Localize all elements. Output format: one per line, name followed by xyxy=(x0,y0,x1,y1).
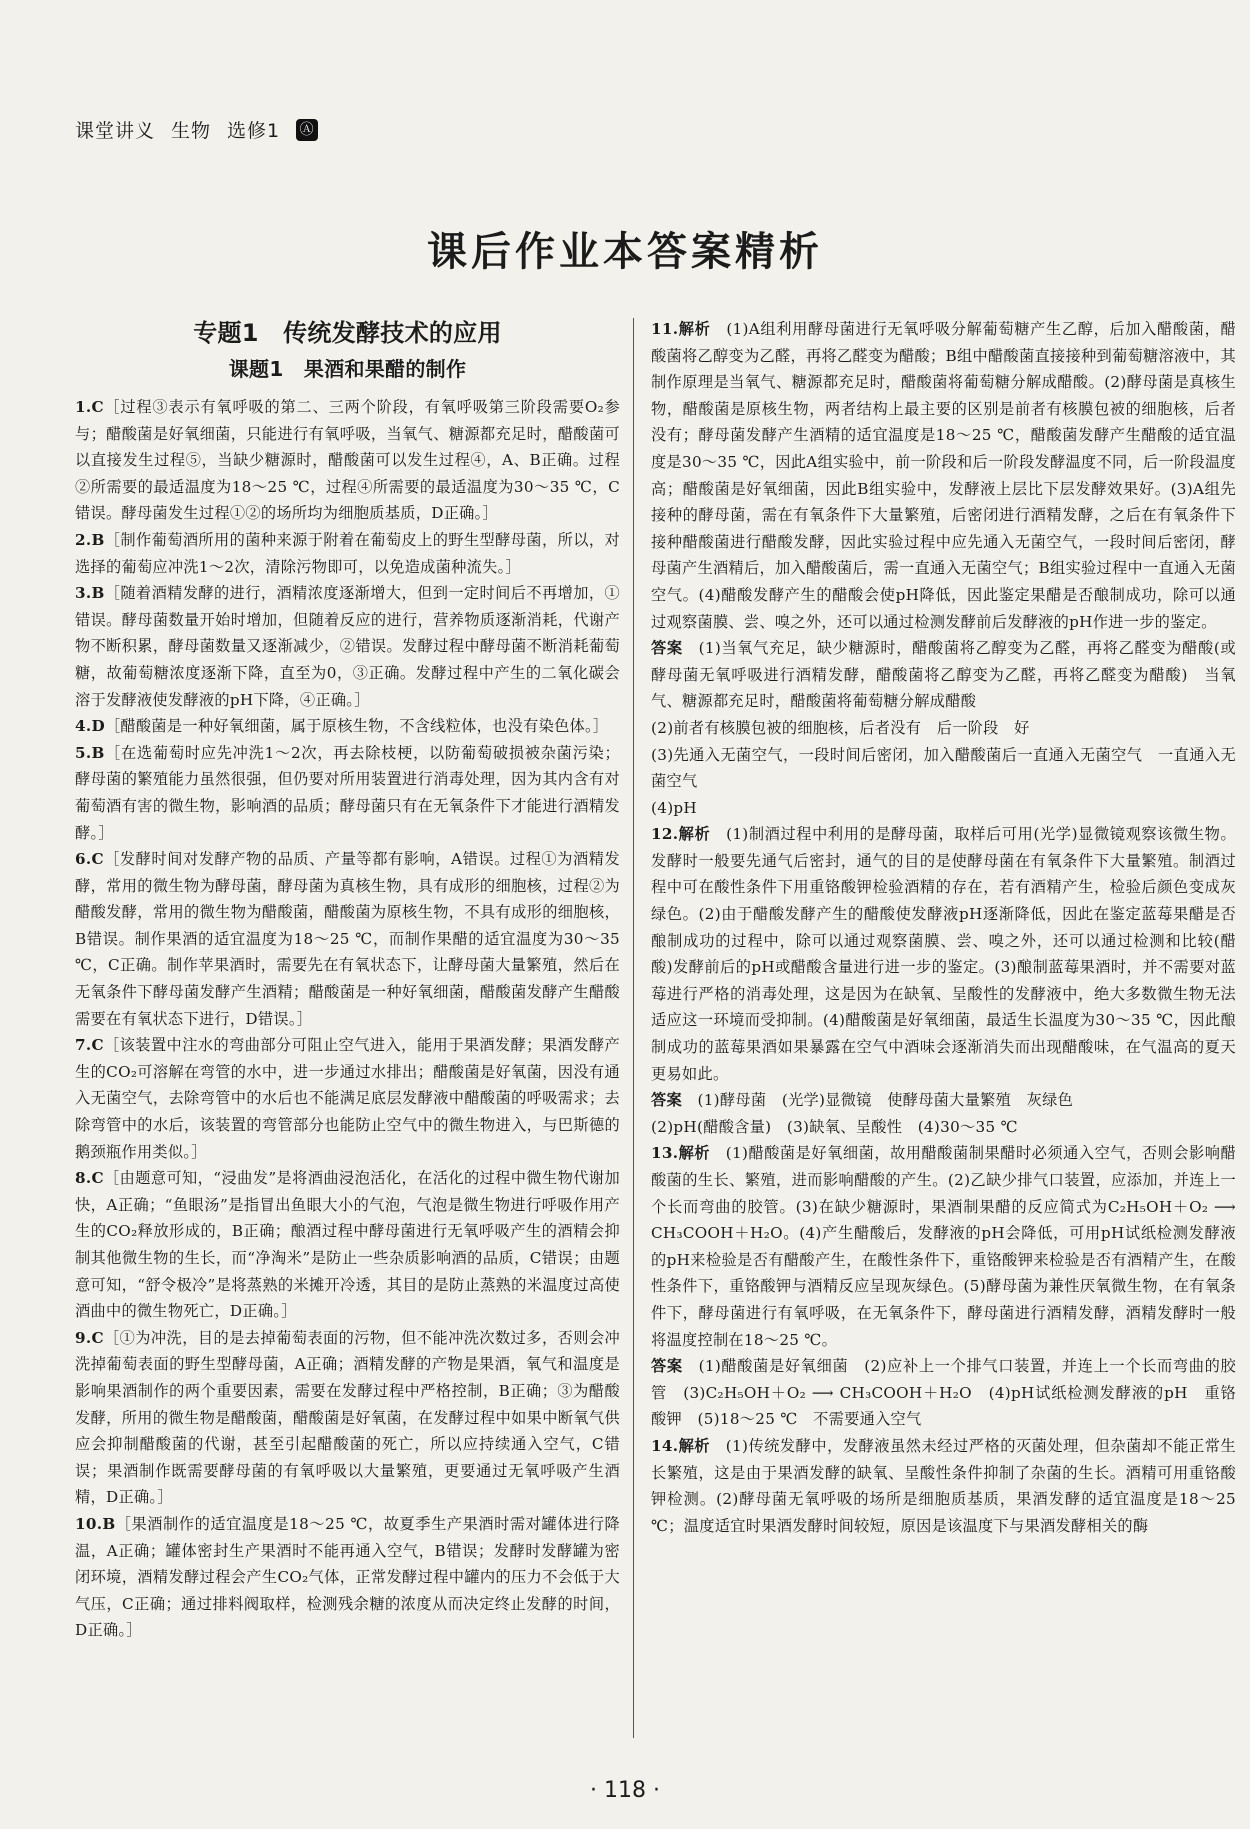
right-column xyxy=(651,316,1236,1539)
answer-item xyxy=(75,580,620,713)
analysis-text: (1)A组利用酵母菌进行无氧呼吸分解葡萄糖产生乙醇，后加入醋酸菌，醋酸菌将乙醇变为乙醛，再将乙醛变为醋酸；B组中醋酸菌直接接种到葡萄糖溶液中，其制作原理是当氧气、糖源都充足时，醋酸菌将葡萄糖分解成醋酸。(2)酵母菌是真核生物，醋酸菌是原核生物，两者结构上最主要的区别是前者有核膜包被的细胞核，后者没有；酵母菌发酵产生酒精的适宜温度是18～25 ℃，醋酸菌发酵产生醋酸的适宜温度是30～35 ℃，因此A组实验中，前一阶段和后一阶段发酵温度不同，后一阶段温度高；醋酸菌是好氧细菌，因此B组实验中，发酵液上层比下层发酵效果好。(3)A组先接种的酵母菌，需在有氧条件下大量繁殖，后密闭进行酒精发酵，之后在有氧条件下接种醋酸菌进行醋酸发酵，因此实验过程中应先通入无菌空气，一段时间后密闭，酵母菌产生酒精后，加入醋酸菌后，需一直通入无菌空气；B组实验过程中一直通入无菌空气。(4)醋酸发酵产生的醋酸会使pH降低，因此鉴定果醋是否酿制成功，除可以通过观察菌膜、尝、嗅之外，还可以通过检测发酵前后发酵液的pH作进一步的鉴定。 xyxy=(651,320,1236,631)
answer-block xyxy=(651,1087,1236,1114)
answer-label: 答案 xyxy=(651,1091,682,1110)
answer-number: 8.C xyxy=(75,1169,104,1188)
answer-number: 7.C xyxy=(75,1036,104,1055)
analysis-text: (1)制酒过程中利用的是酵母菌，取样后可用(光学)显微镜观察该微生物。发酵时一般要先通气后密封，通气的目的是使酵母菌在有氧条件下大量繁殖。制酒过程中可在酸性条件下用重铬酸钾检验酒精的存在，若有酒精产生，检验后颜色变成灰绿色。(2)由于醋酸发酵产生的醋酸使发酵液pH逐渐降低，因此在鉴定蓝莓果醋是否酿制成功的过程中，除可以通过观察菌膜、尝、嗅之外，还可以通过检测和比较(醋酸)发酵前后的pH或醋酸含量进行进一步的鉴定。(3)酿制蓝莓果酒时，并不需要对蓝莓进行严格的消毒处理，这是因为在缺氧、呈酸性的发酵液中，绝大多数微生物无法适应这一环境而受抑制。(4)醋酸菌是好氧细菌，最适生长温度为30～35 ℃，因此酿制成功的蓝莓果酒如果暴露在空气中酒味会逐渐消失而出现醋酸味，在气温高的夏天更易如此。 xyxy=(651,825,1236,1083)
answer-text: (1)当氧气充足，缺少糖源时，醋酸菌将乙醇变为乙醛，再将乙醛变为醋酸(或酵母菌无氧呼吸进行酒精发酵，醋酸菌将乙醇变为乙醛，再将乙醛变为醋酸) 当氧气、糖源都充足时，醋酸菌将葡萄糖分解成醋酸 xyxy=(651,639,1236,711)
left-answer-list xyxy=(75,394,620,1644)
page-header xyxy=(75,116,318,143)
answer-item xyxy=(75,713,620,740)
answer-text: ［随着酒精发酵的进行，酒精浓度逐渐增大，但到一定时间后不再增加，①错误。酵母菌数量开始时增加，但随着反应的进行，营养物质逐渐消耗，代谢产物不断积累，酵母菌数量又逐渐减少，②错误。发酵过程中酵母菌不断消耗葡萄糖，故葡萄糖浓度逐渐下降，直至为0，③正确。发酵过程中产生的二氧化碳会溶于发酵液使发酵液的pH下降，④正确。］ xyxy=(75,584,620,709)
analysis-label: 解析 xyxy=(678,1144,711,1163)
topic-heading: 专题1 传统发酵技术的应用 xyxy=(193,319,502,347)
answer-text: (4)pH xyxy=(651,798,697,817)
column-divider xyxy=(633,318,634,1738)
answer-number: 3.B xyxy=(75,584,105,603)
answer-continuation xyxy=(651,742,1236,795)
page-number: · 118 · xyxy=(590,1778,660,1803)
answer-text: ［该装置中注水的弯曲部分可阻止空气进入，能用于果酒发酵；果酒发酵产生的CO₂可溶解在弯管的水中，进一步通过水排出；醋酸菌是好氧菌，因没有通入无菌空气，去除弯管中的水后也不能满足底层发酵液中醋酸菌的呼吸需求；去除弯管中的水后，该装置的弯管部分也能防止空气中的微生物进入，与巴斯德的鹅颈瓶作用类似。］ xyxy=(75,1036,620,1161)
answer-number: 4.D xyxy=(75,717,105,736)
analysis-text: (1)传统发酵中，发酵液虽然未经过严格的灭菌处理，但杂菌却不能正常生长繁殖，这是由于果酒发酵的缺氧、呈酸性条件抑制了杂菌的生长。酒精可用重铬酸钾检测。(2)酵母菌无氧呼吸的场所是细胞质基质，果酒发酵的适宜温度是18～25 ℃；温度适宜时果酒发酵时间较短，原因是该温度下与果酒发酵相关的酶 xyxy=(651,1436,1236,1535)
answer-item xyxy=(75,1165,620,1325)
answer-text: (3)先通入无菌空气，一段时间后密闭，加入醋酸菌后一直通入无菌空气 一直通入无菌空气 xyxy=(651,745,1236,791)
answer-text: (2)pH(醋酸含量) (3)缺氧、呈酸性 (4)30～35 ℃ xyxy=(651,1117,1018,1136)
answer-item xyxy=(75,1032,620,1165)
answer-text: (1)酵母菌 (光学)显微镜 使酵母菌大量繁殖 灰绿色 xyxy=(697,1091,1074,1110)
analysis-label: 解析 xyxy=(678,1436,711,1455)
volume-name: 选修1 xyxy=(227,120,281,142)
analysis-item xyxy=(651,1140,1236,1353)
answer-text: (1)醋酸菌是好氧细菌 (2)应补上一个排气口装置，并连上一个长而弯曲的胶管 (3)C₂H₅OH＋O₂ ⟶ CH₃COOH＋H₂O (4)pH试纸检测发酵液的pH 重铬酸钾 (5)18～25 ℃ 不需要通入空气 xyxy=(651,1357,1236,1429)
answer-text: ［在选葡萄时应先冲洗1～2次，再去除枝梗，以防葡萄破损被杂菌污染；酵母菌的繁殖能力虽然很强，但仍要对所用装置进行消毒处理，因为其内含有对葡萄酒有害的微生物，影响酒的品质；酵母菌只有在无氧条件下才能进行酒精发酵。］ xyxy=(75,743,620,842)
answer-item xyxy=(75,1325,620,1511)
analysis-item xyxy=(651,316,1236,635)
subject-name: 生物 xyxy=(171,120,212,142)
answer-continuation xyxy=(651,1114,1236,1141)
answer-continuation xyxy=(651,795,1236,822)
answer-number: 2.B xyxy=(75,530,105,549)
answer-number: 9.C xyxy=(75,1328,104,1347)
answer-number: 1.C xyxy=(75,398,104,416)
analysis-item xyxy=(651,821,1236,1087)
right-answer-list xyxy=(651,316,1236,1539)
answer-label: 答案 xyxy=(651,1357,683,1376)
answer-block xyxy=(651,1353,1236,1433)
answer-number: 6.C xyxy=(75,850,104,869)
answer-text: ［制作葡萄酒所用的菌种来源于附着在葡萄皮上的野生型酵母菌，所以，对选择的葡萄应冲洗1～2次，清除污物即可，以免造成菌种流失。］ xyxy=(75,530,620,576)
answer-text: ［①为冲洗，目的是去掉葡萄表面的污物，但不能冲洗次数过多，否则会冲洗掉葡萄表面的野生型酵母菌，A正确；酒精发酵的产物是果酒，氧气和温度是影响果酒制作的两个重要因素，需要在发酵过程中严格控制，B正确；③为醋酸发酵，所用的微生物是醋酸菌，醋酸菌是好氧菌，在发酵过程中如果中断氧气供应会抑制醋酸菌的代谢，甚至引起醋酸菌的死亡，所以应持续通入空气，C错误；果酒制作既需要酵母菌的有氧呼吸以大量繁殖，更要通过无氧呼吸产生酒精，D正确。］ xyxy=(75,1328,620,1507)
analysis-number: 12. xyxy=(651,825,679,844)
answer-item xyxy=(75,740,620,846)
page-title: 课后作业本答案精析 xyxy=(427,229,823,275)
analysis-number: 11. xyxy=(651,320,679,338)
analysis-text: (1)醋酸菌是好氧细菌，故用醋酸菌制果醋时必须通入空气，否则会影响醋酸菌的生长、繁殖，进而影响醋酸的产生。(2)乙缺少排气口装置，应添加，并连上一个长而弯曲的胶管。(3)在缺少糖源时，果酒制果醋的反应简式为C₂H₅OH＋O₂ ⟶ CH₃COOH＋H₂O。(4)产生醋酸后，发酵液的pH会降低，可用pH试纸检测发酵液的pH来检验是否有醋酸产生，在酸性条件下，重铬酸钾来检验是否有酒精产生，在酸性条件下，重铬酸钾与酒精反应呈现灰绿色。(5)酵母菌为兼性厌氧微生物，在有氧条件下，酵母菌进行有氧呼吸，在无氧条件下，酵母菌进行酒精发酵，酒精发酵时一般将温度控制在18～25 ℃。 xyxy=(651,1144,1236,1349)
analysis-number: 13. xyxy=(651,1144,679,1163)
answer-block xyxy=(651,635,1236,715)
left-column xyxy=(75,316,620,1644)
lesson-heading: 课题1 果酒和果醋的制作 xyxy=(228,357,467,381)
book-name: 课堂讲义 xyxy=(75,120,156,142)
analysis-item xyxy=(651,1433,1236,1539)
answer-text: ［果酒制作的适宜温度是18～25 ℃，故夏季生产果酒时需对罐体进行降温，A正确；罐体密封生产果酒时不能再通入空气，B错误；发酵时发酵罐为密闭环境，酒精发酵过程会产生CO₂气体，正常发酵过程中罐内的压力不会低于大气压，C正确；通过排料阀取样，检测残余糖的浓度从而决定终止发酵的时间，D正确。］ xyxy=(75,1514,620,1640)
answer-text: ［醋酸菌是一种好氧细菌，属于原核生物，不含线粒体，也没有染色体。］ xyxy=(104,717,609,736)
analysis-number: 14. xyxy=(651,1436,679,1455)
analysis-label: 解析 xyxy=(678,320,711,338)
answer-item xyxy=(75,394,620,527)
answer-item xyxy=(75,1511,620,1644)
answer-item xyxy=(75,846,620,1032)
answer-text: ［由题意可知，“浸曲发”是将酒曲浸泡活化，在活化的过程中微生物代谢加快，A正确；“鱼眼汤”是指冒出鱼眼大小的气泡，气泡是微生物进行呼吸作用产生的CO₂释放形成的，B正确；酿酒过程中酵母菌进行无氧呼吸产生的酒精会抑制其他微生物的生长，而“净淘米”是防止一些杂质影响酒的品质，C错误；由题意可知，“舒令极冷”是将蒸熟的米摊开冷透，其目的是防止蒸熟的米温度过高使酒曲中的微生物死亡，D正确。］ xyxy=(75,1169,620,1321)
answer-item xyxy=(75,527,620,580)
answer-number: 5.B xyxy=(75,743,105,762)
analysis-label: 解析 xyxy=(678,825,711,844)
answer-label: 答案 xyxy=(651,639,683,658)
answer-number: 10.B xyxy=(75,1514,116,1533)
answer-text: ［过程③表示有氧呼吸的第二、三两个阶段，有氧呼吸第三阶段需要O₂参与；醋酸菌是好氧细菌，只能进行有氧呼吸，当氧气、糖源都充足时，醋酸菌可以直接发生过程⑤，当缺少糖源时，醋酸菌可以发生过程④，A、B正确。过程②所需要的最适温度为18～25 ℃，过程④所需要的最适温度为30～35 ℃，C错误。酵母菌发生过程①②的场所均为细胞质基质，D正确。］ xyxy=(75,398,620,523)
answer-continuation xyxy=(651,715,1236,742)
edition-badge-icon: Ⓐ xyxy=(296,119,318,141)
answer-text: (2)前者有核膜包被的细胞核，后者没有 后一阶段 好 xyxy=(651,718,1030,737)
answer-text: ［发酵时间对发酵产物的品质、产量等都有影响，A错误。过程①为酒精发酵，常用的微生物为酵母菌，酵母菌为真核生物，具有成形的细胞核，过程②为醋酸发酵，常用的微生物为醋酸菌，醋酸菌为原核生物，不具有成形的细胞核，B错误。制作果酒的适宜温度为18～25 ℃，而制作果醋的适宜温度为30～35 ℃，C正确。制作苹果酒时，需要先在有氧状态下，让酵母菌大量繁殖，然后在无氧条件下酵母菌发酵产生酒精；醋酸菌是一种好氧细菌，醋酸菌发酵产生醋酸需要在有氧状态下进行，D错误。］ xyxy=(75,850,620,1028)
